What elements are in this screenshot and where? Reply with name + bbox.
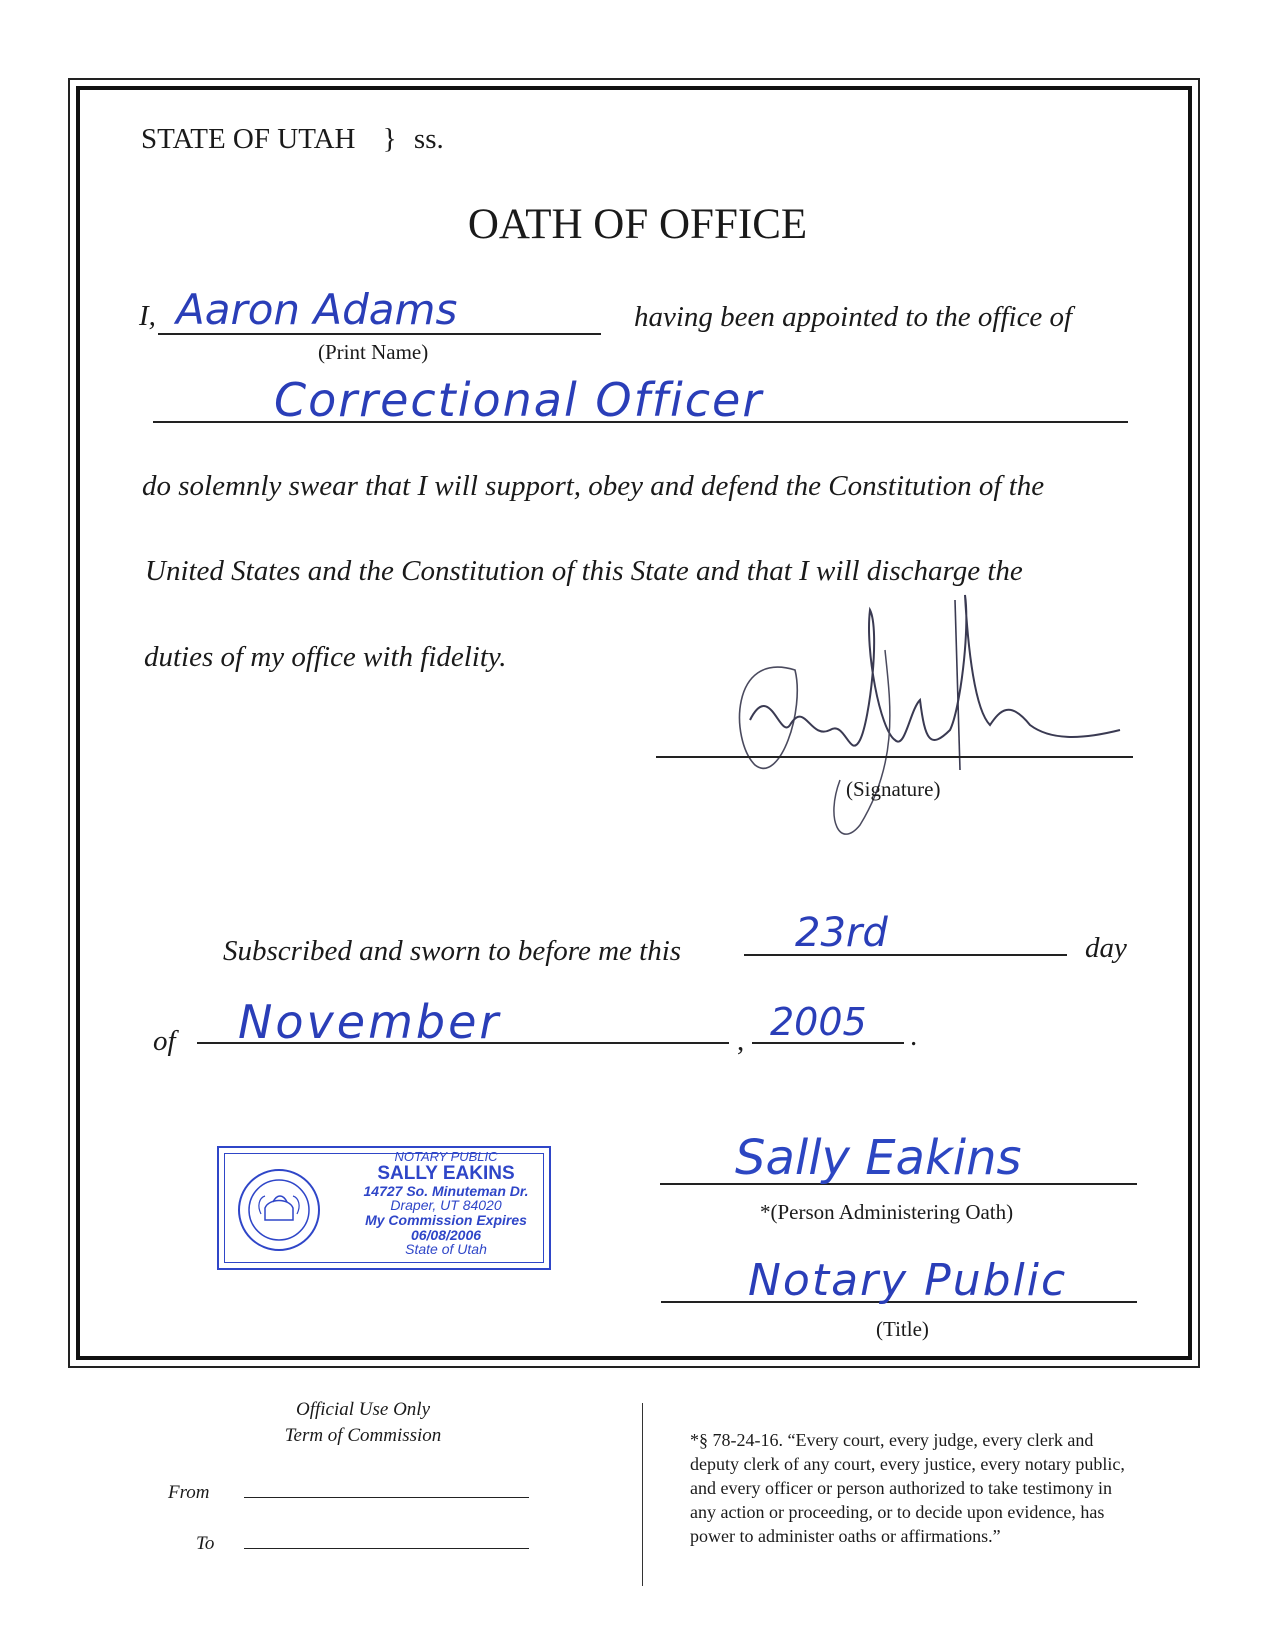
stamp-line-4: Draper, UT 84020 <box>390 1197 502 1214</box>
footer-divider <box>642 1403 643 1586</box>
office-value: Correctional Officer <box>274 373 764 427</box>
statute-block <box>690 1428 1125 1548</box>
official-use-label: Official Use Only <box>295 1399 431 1420</box>
year-period: . <box>910 1020 918 1052</box>
sworn-text: Subscribed and sworn to before me this <box>223 935 682 967</box>
oath-line-1: do solemnly swear that I will support, obey and defend the Constitution of the <box>142 470 1045 502</box>
brace: } <box>382 123 397 155</box>
print-name-caption: (Print Name) <box>318 340 429 364</box>
year-value: 2005 <box>770 1000 867 1044</box>
oath-line-3: duties of my office with fidelity. <box>144 641 507 673</box>
day-value: 23rd <box>795 910 888 956</box>
day-line <box>744 954 1067 956</box>
of-word: of <box>153 1025 176 1057</box>
state-heading <box>141 123 444 156</box>
signature-line <box>656 756 1133 758</box>
title-caption: (Title) <box>876 1317 929 1341</box>
statute-line-5: power to administer oaths or affirmations.” <box>690 1526 1001 1546</box>
title-value: Notary Public <box>748 1255 1068 1306</box>
stamp-line-6: State of Utah <box>405 1241 487 1258</box>
pronoun-i: I, <box>139 300 156 332</box>
administrator-signature: Sally Eakins <box>735 1130 1022 1186</box>
stamp-line-2: SALLY EAKINS <box>377 1162 515 1184</box>
statute-line-2: deputy clerk of any court, every justice, every notary public, <box>690 1454 1125 1474</box>
from-label: From <box>168 1482 210 1503</box>
appointed-text: having been appointed to the office of <box>634 301 1073 333</box>
administrator-caption: *(Person Administering Oath) <box>760 1200 1014 1224</box>
state-seal-icon <box>237 1168 321 1252</box>
ss-label: ss. <box>413 123 444 155</box>
notary-stamp <box>217 1146 551 1270</box>
from-field[interactable] <box>244 1497 529 1498</box>
oath-line-2: United States and the Constitution of this State and that I will discharge the <box>145 555 1023 587</box>
month-value: November <box>238 995 502 1049</box>
to-label: To <box>196 1533 215 1554</box>
month-comma: , <box>737 1025 745 1057</box>
to-field[interactable] <box>244 1548 529 1549</box>
stamp-line-5: My Commission Expires 06/08/2006 <box>365 1211 527 1243</box>
statute-line-4: any action or proceeding, or to decide upon evidence, has <box>690 1502 1105 1522</box>
oath-signature-mark <box>710 590 1140 860</box>
state-label: STATE OF UTAH <box>141 123 356 155</box>
stamp-line-3: 14727 So. Minuteman Dr. <box>363 1182 529 1199</box>
print-name-value: Aaron Adams <box>176 285 458 334</box>
stamp-text-block <box>347 1150 545 1257</box>
statute-line-3: and every officer or person authorized to take testimony in <box>690 1478 1113 1498</box>
signature-caption: (Signature) <box>846 777 941 801</box>
stamp-line-1: NOTARY PUBLIC <box>394 1149 498 1164</box>
official-use-block <box>258 1397 468 1449</box>
term-commission-label: Term of Commission <box>284 1425 442 1446</box>
statute-line-1: *§ 78-24-16. “Every court, every judge, every clerk and <box>690 1430 1094 1450</box>
page-title: OATH OF OFFICE <box>467 201 808 248</box>
day-word: day <box>1085 932 1127 964</box>
